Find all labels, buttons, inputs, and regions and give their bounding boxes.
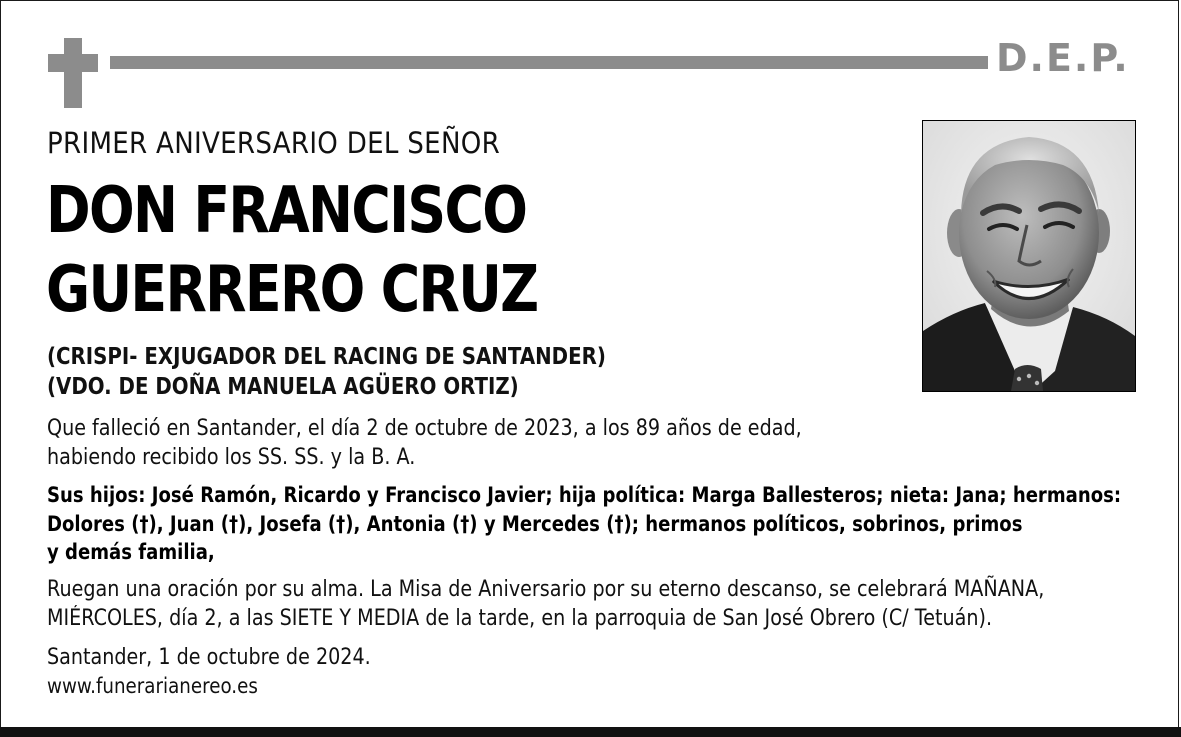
- header-rule: [110, 56, 988, 69]
- death-line-2: habiendo recibido los SS. SS. y la B. A.: [47, 445, 416, 470]
- family-line-3: y demás familia,: [47, 540, 215, 564]
- death-line-1: Que falleció en Santander, el día 2 de octubre de 2023, a los 89 años de edad,: [47, 416, 802, 441]
- place-date: Santander, 1 de octubre de 2024.: [47, 645, 371, 670]
- name-line-2: GUERRERO CRUZ: [46, 253, 538, 327]
- bottom-rule: [0, 727, 1181, 737]
- widower-line: (VDO. DE DOÑA MANUELA AGÜERO ORTIZ): [47, 374, 519, 400]
- deceased-name: [46, 172, 537, 330]
- nickname-line: (CRISPI- EXJUGADOR DEL RACING DE SANTANDER): [47, 344, 606, 370]
- website-link[interactable]: www.funerarianereo.es: [47, 674, 258, 698]
- name-line-1: DON FRANCISCO: [46, 174, 527, 248]
- portrait-photo: [922, 120, 1136, 392]
- family-line-1: Sus hijos: José Ramón, Ricardo y Francisco Javier; hija política: Marga Ballesteros; nieta: Jana; hermanos:: [47, 483, 1122, 507]
- dep-mark: D.E.P.: [996, 36, 1130, 80]
- anniversary-subtitle: PRIMER ANIVERSARIO DEL SEÑOR: [47, 126, 501, 160]
- mass-line-2: MIÉRCOLES, día 2, a las SIETE Y MEDIA de la tarde, en la parroquia de San José Obrero (C/ Tetuán).: [47, 606, 993, 631]
- mass-line-1: Ruegan una oración por su alma. La Misa de Aniversario por su eterno descanso, se celebrará MAÑANA,: [47, 577, 1045, 602]
- family-line-2: Dolores (†), Juan (†), Josefa (†), Antonia (†) y Mercedes (†); hermanos políticos, sobrinos, primos: [47, 512, 1023, 536]
